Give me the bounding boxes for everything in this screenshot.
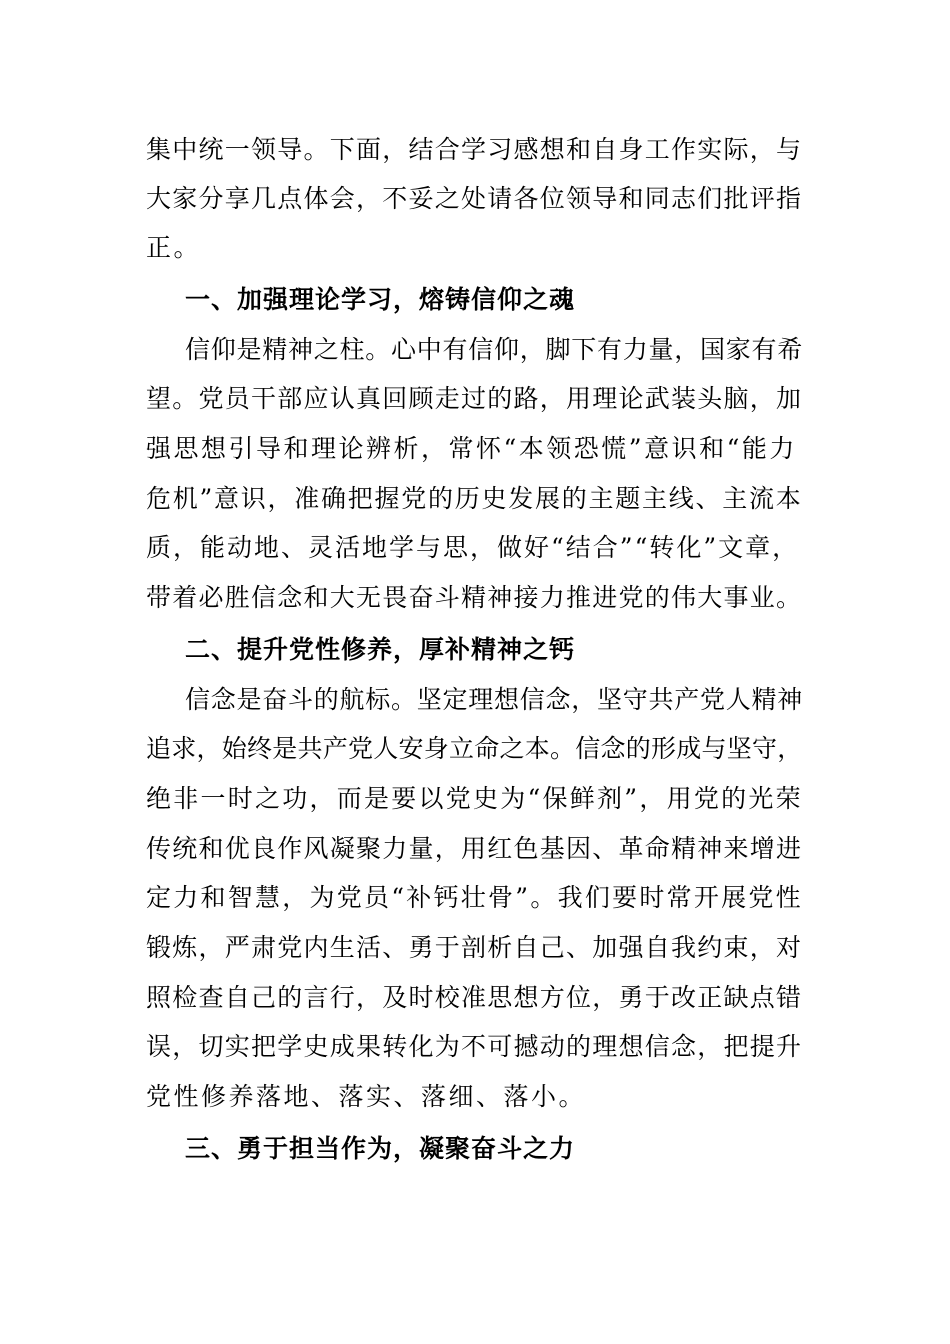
section1-line-5: 质，能动地、灵活地学与思，做好“结合”“转化”文章， <box>146 533 800 562</box>
intro-line-2: 大家分享几点体会，不妥之处请各位领导和同志们批评指 <box>146 184 803 213</box>
section2-heading: 二、提升党性修养，厚补精神之钙 <box>185 635 576 664</box>
section2-line-3: 绝非一时之功，而是要以党史为“保鲜剂”，用党的光荣 <box>146 784 803 813</box>
section1-line-6: 带着必胜信念和大无畏奋斗精神接力推进党的伟大事业。 <box>146 583 803 612</box>
section1-heading: 一、加强理论学习，熔铸信仰之魂 <box>185 285 576 314</box>
section1-line-2: 望。党员干部应认真回顾走过的路，用理论武装头脑，加 <box>146 384 803 413</box>
section2-line-1: 信念是奋斗的航标。坚定理想信念，坚守共产党人精神 <box>185 685 804 714</box>
section1-line-4: 危机”意识，准确把握党的历史发展的主题主线、主流本 <box>146 484 803 513</box>
section2-line-4: 传统和优良作风凝聚力量，用红色基因、革命精神来增进 <box>146 834 803 863</box>
section2-line-9: 党性修养落地、落实、落细、落小。 <box>146 1082 587 1111</box>
intro-line-3: 正。 <box>146 233 202 262</box>
section1-line-3: 强思想引导和理论辨析，常怀“本领恐慌”意识和“能力 <box>146 434 797 463</box>
section3-heading: 三、勇于担当作为，凝聚奋斗之力 <box>185 1134 576 1163</box>
section2-line-6: 锻炼，严肃党内生活、勇于剖析自己、加强自我约束，对 <box>146 933 803 962</box>
section2-line-2: 追求，始终是共产党人安身立命之本。信念的形成与坚守， <box>146 734 803 763</box>
section1-line-1: 信仰是精神之柱。心中有信仰，脚下有力量，国家有希 <box>185 335 804 364</box>
section2-line-5: 定力和智慧，为党员“补钙壮骨”。我们要时常开展党性 <box>146 883 803 912</box>
section2-line-8: 误，切实把学史成果转化为不可撼动的理想信念，把提升 <box>146 1032 803 1061</box>
intro-line-1: 集中统一领导。下面，结合学习感想和自身工作实际，与 <box>146 135 803 164</box>
section2-line-7: 照检查自己的言行，及时校准思想方位，勇于改正缺点错 <box>146 983 803 1012</box>
